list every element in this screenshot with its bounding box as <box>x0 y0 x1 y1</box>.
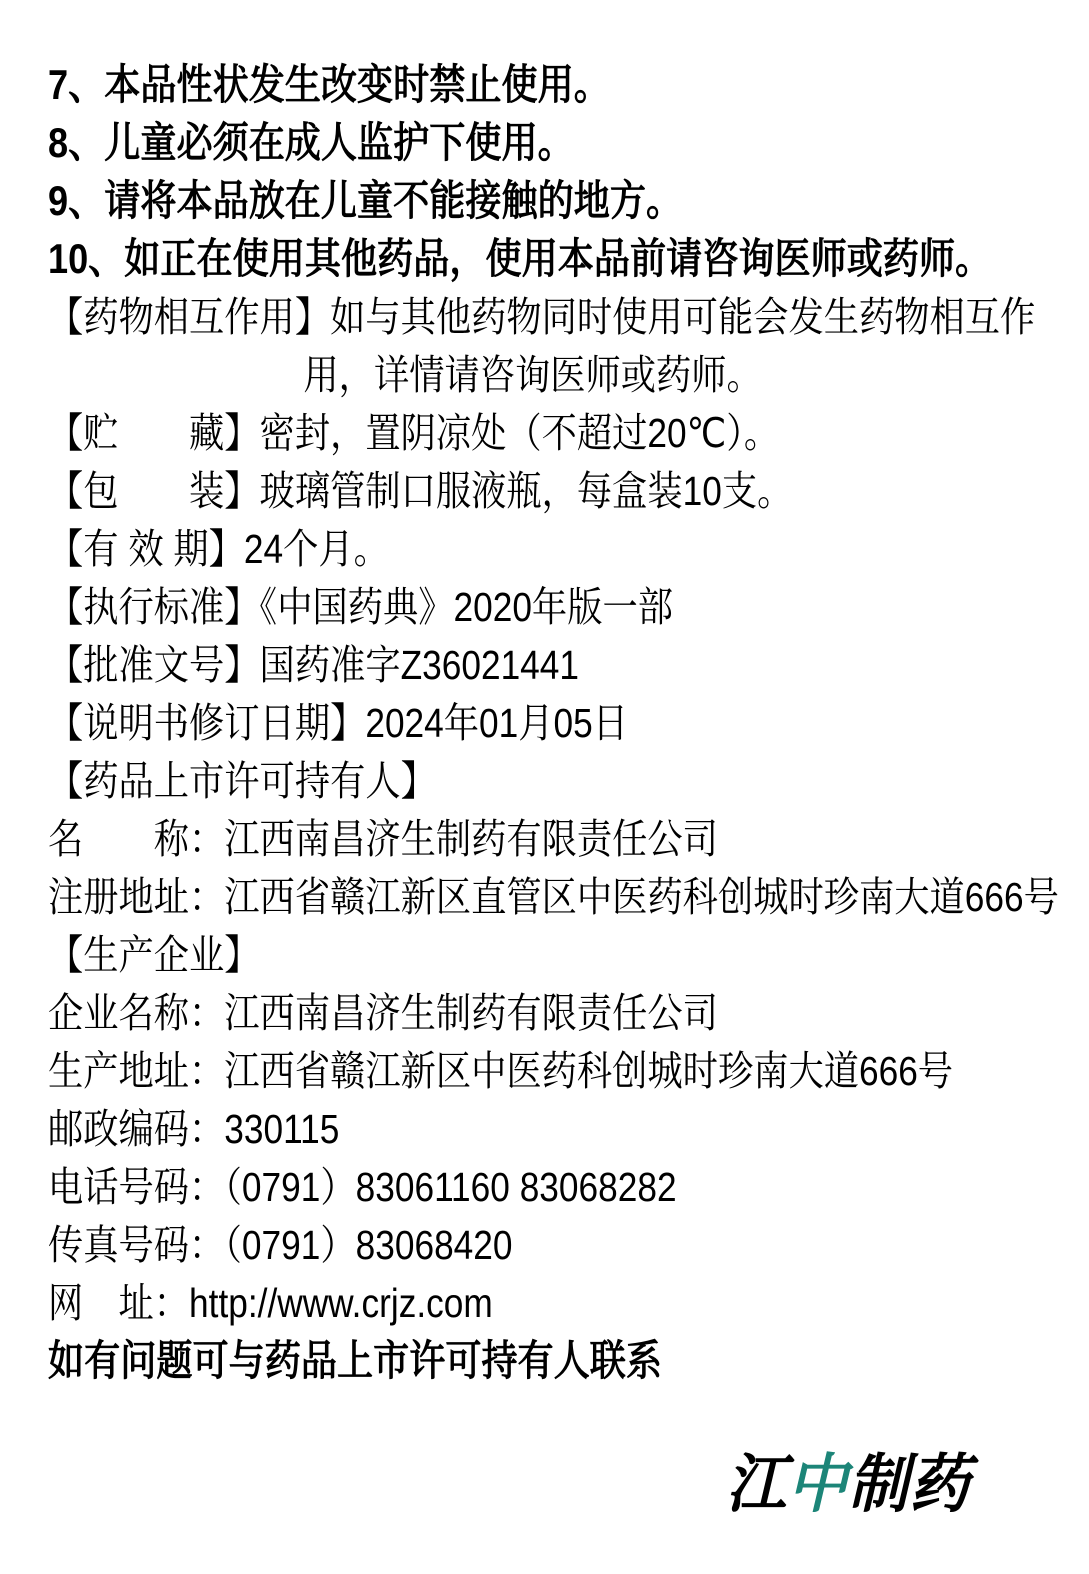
logo-chars-zhiyao: 制药 <box>848 1448 971 1520</box>
text-line: 【药品上市许可持有人】 <box>48 758 436 804</box>
text-line: 【说明书修订日期】2024年01月05日 <box>48 700 629 746</box>
text-line: 电话号码：（0791）83061160 83068282 <box>48 1164 677 1210</box>
text-line: 企业名称：江西南昌济生制药有限责任公司 <box>48 990 718 1036</box>
text-line: 传真号码：（0791）83068420 <box>48 1222 513 1268</box>
text-line: 【执行标准】《中国药典》2020年版一部 <box>48 584 673 630</box>
text-line: 7、本品性状发生改变时禁止使用。 <box>48 61 610 108</box>
text-line: 【药物相互作用】如与其他药物同时使用可能会发生药物相互作 <box>48 294 1036 340</box>
text-line: 9、请将本品放在儿童不能接触的地方。 <box>48 177 683 224</box>
text-line: 8、儿童必须在成人监护下使用。 <box>48 119 574 166</box>
text-line: 注册地址：江西省赣江新区直管区中医药科创城时珍南大道666号 <box>48 874 1059 920</box>
text-line: 生产地址：江西省赣江新区中医药科创城时珍南大道666号 <box>48 1048 954 1094</box>
text-line: 【贮 藏】密封，置阴凉处（不超过20℃）。 <box>48 410 780 456</box>
text-line: 【生产企业】 <box>48 932 260 978</box>
brand-logo <box>726 1448 970 1520</box>
text-line: 【有 效 期】24个月。 <box>48 526 389 572</box>
text-line: 【批准文号】国药准字Z36021441 <box>48 642 580 688</box>
text-line: 用，详情请咨询医师或药师。 <box>303 352 762 398</box>
text-line: 邮政编码：330115 <box>48 1106 340 1152</box>
text-line: 名 称：江西南昌济生制药有限责任公司 <box>48 816 718 862</box>
text-line: 如有问题可与药品上市许可持有人联系 <box>48 1337 663 1384</box>
leaflet-body-text <box>48 56 1058 1390</box>
text-line: 10、如正在使用其他药品，使用本品前请咨询医师或药师。 <box>48 235 992 282</box>
text-line: 网 址：http://www.crjz.com <box>48 1280 493 1326</box>
logo-char-jiang: 江 <box>726 1448 788 1520</box>
logo-char-zhong: 中 <box>787 1448 849 1520</box>
text-line: 【包 装】玻璃管制口服液瓶，每盒装10支。 <box>48 468 793 514</box>
